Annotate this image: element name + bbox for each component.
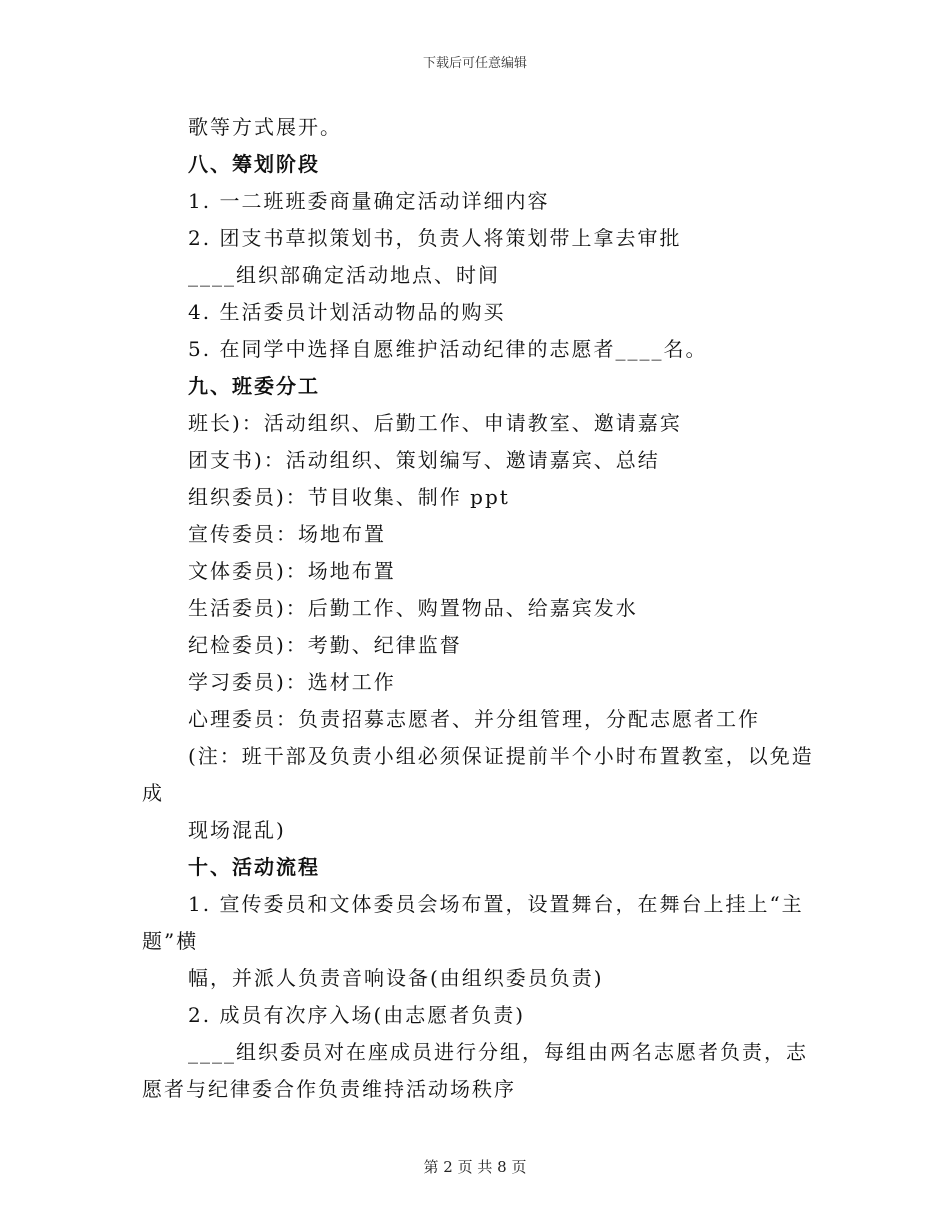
text-line: 题”横 xyxy=(142,929,199,953)
list-item: 2. 团支书草拟策划书，负责人将策划带上拿去审批 xyxy=(188,226,682,250)
list-item: 4. 生活委员计划活动物品的购买 xyxy=(188,300,506,324)
page-footer: 第 2 页 共 8 页 xyxy=(423,1158,527,1176)
text-line: 歌等方式展开。 xyxy=(188,115,342,139)
list-item: 2. 成员有次序入场(由志愿者负责) xyxy=(188,1003,526,1027)
text-line: 成 xyxy=(142,781,164,805)
text-line: 文体委员)：场地布置 xyxy=(188,559,396,583)
list-item: 5. 在同学中选择自愿维护活动纪律的志愿者____名。 xyxy=(188,337,708,361)
section-heading: 十、活动流程 xyxy=(188,855,320,879)
page-header: 下载后可任意编辑 xyxy=(422,56,527,71)
text-line: 幅，并派人负责音响设备(由组织委员负责) xyxy=(188,966,604,990)
text-line: 愿者与纪律委合作负责维持活动场秩序 xyxy=(142,1077,516,1101)
list-item: 1. 宣传委员和文体委员会场布置，设置舞台，在舞台上挂上“主 xyxy=(188,892,804,916)
section-heading: 九、班委分工 xyxy=(188,374,320,398)
section-heading: 八、筹划阶段 xyxy=(188,152,320,176)
text-line: 宣传委员：场地布置 xyxy=(188,522,386,546)
text-line: 组织委员)：节目收集、制作 ppt xyxy=(188,485,510,509)
text-line: 班长)：活动组织、后勤工作、申请教室、邀请嘉宾 xyxy=(188,411,682,435)
list-item: 1. 一二班班委商量确定活动详细内容 xyxy=(188,189,550,213)
text-line: 团支书)：活动组织、策划编写、邀请嘉宾、总结 xyxy=(188,448,660,472)
text-line: 生活委员)：后勤工作、购置物品、给嘉宾发水 xyxy=(188,596,638,620)
text-line: 现场混乱) xyxy=(188,818,286,842)
list-item: ____组织部确定活动地点、时间 xyxy=(188,263,500,287)
list-item: ____组织委员对在座成员进行分组，每组由两名志愿者负责，志 xyxy=(188,1040,808,1064)
text-line: (注：班干部及负责小组必须保证提前半个小时布置教室，以免造 xyxy=(188,744,814,768)
text-line: 纪检委员)：考勤、纪律监督 xyxy=(188,633,462,657)
text-line: 学习委员)：选材工作 xyxy=(188,670,396,694)
text-line: 心理委员：负责招募志愿者、并分组管理，分配志愿者工作 xyxy=(188,707,760,731)
